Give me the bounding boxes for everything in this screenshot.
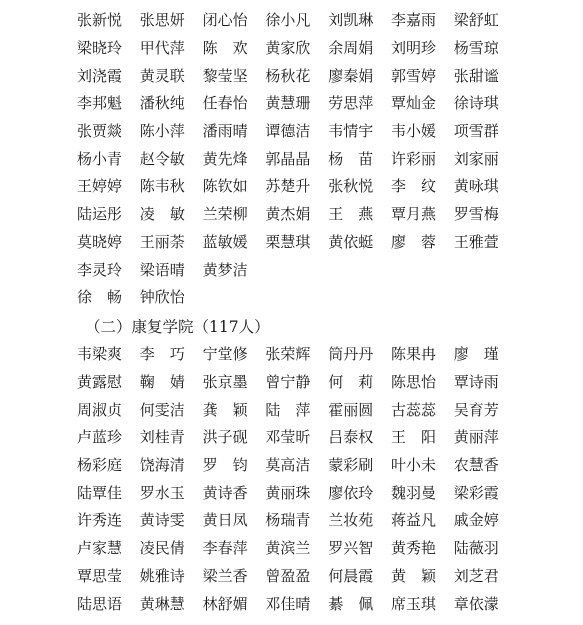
name-entry: 陈果冉 — [390, 345, 436, 364]
name-entry: 劳思萍 — [328, 94, 374, 113]
name-entry: 杨小青 — [77, 149, 123, 168]
name-entry: 陆覃佳 — [77, 483, 123, 502]
name-list-section-1 — [77, 6, 517, 311]
name-entry: 章依濛 — [453, 594, 499, 613]
name-entry: 杨 苗 — [328, 149, 374, 168]
name-entry: 何雯洁 — [139, 400, 185, 419]
name-row — [77, 283, 517, 311]
name-entry: 廖秦娟 — [328, 66, 374, 85]
name-entry: 梁彩霞 — [453, 483, 499, 502]
name-entry: 黄诗雯 — [139, 511, 185, 530]
name-entry: 何 莉 — [328, 373, 374, 392]
name-entry: 刘浇霞 — [77, 66, 123, 85]
name-entry: 陆运彤 — [77, 205, 123, 224]
name-entry: 蒋益凡 — [390, 511, 436, 530]
name-entry: 杨雪琼 — [453, 39, 499, 58]
name-entry: 梁兰香 — [202, 566, 248, 585]
name-entry: 凌 敏 — [139, 205, 185, 224]
name-entry: 霍丽圆 — [328, 400, 374, 419]
name-row — [77, 562, 517, 590]
name-entry: 吴育芳 — [453, 400, 499, 419]
name-entry: 农慧香 — [453, 456, 499, 475]
name-row — [77, 144, 517, 172]
name-entry: 陈钦如 — [202, 177, 248, 196]
name-entry: 古蕊蕊 — [390, 400, 436, 419]
name-entry: 綦 佩 — [328, 594, 374, 613]
name-entry: 刘桂青 — [139, 428, 185, 447]
name-entry: 覃月燕 — [390, 205, 436, 224]
name-entry: 徐小凡 — [265, 11, 311, 30]
name-entry: 戚金婷 — [453, 511, 499, 530]
name-entry: 李春萍 — [202, 539, 248, 558]
name-row — [77, 478, 517, 506]
name-entry: 张甜谧 — [453, 66, 499, 85]
name-entry: 陆思语 — [77, 594, 123, 613]
name-entry: 蓝敏媛 — [202, 232, 248, 251]
name-entry: 黄咏琪 — [453, 177, 499, 196]
name-entry: 黄杰娟 — [265, 205, 311, 224]
name-entry: 梁晓玲 — [77, 39, 123, 58]
name-row — [77, 506, 517, 534]
name-entry: 潘雨晴 — [202, 122, 248, 141]
name-entry: 杨秋花 — [265, 66, 311, 85]
name-entry: 黄丽珠 — [265, 483, 311, 502]
name-entry: 陈 欢 — [202, 39, 248, 58]
name-entry: 甲代萍 — [139, 39, 185, 58]
name-entry: 兰荣柳 — [202, 205, 248, 224]
name-entry: 闭心怡 — [202, 11, 248, 30]
name-list-section-2 — [77, 340, 517, 617]
name-entry: 兰妆苑 — [328, 511, 374, 530]
name-entry: 罗兴智 — [328, 539, 374, 558]
name-entry: 黄先烽 — [202, 149, 248, 168]
name-entry: 杨瑞青 — [265, 511, 311, 530]
name-entry: 刘凯琳 — [328, 11, 374, 30]
name-row — [77, 368, 517, 396]
name-entry: 谭德洁 — [265, 122, 311, 141]
name-row — [77, 6, 517, 34]
name-row — [77, 589, 517, 617]
name-entry: 许彩丽 — [390, 149, 436, 168]
name-entry: 廖依玲 — [328, 483, 374, 502]
name-row — [77, 534, 517, 562]
name-entry: 韦梁爽 — [77, 345, 123, 364]
name-entry: 卢蓝珍 — [77, 428, 123, 447]
name-row — [77, 89, 517, 117]
name-entry: 张京墨 — [202, 373, 248, 392]
name-entry: 罗雪梅 — [453, 205, 499, 224]
name-row — [77, 340, 517, 368]
name-entry: 苏楚升 — [265, 177, 311, 196]
name-entry: 周淑贞 — [77, 400, 123, 419]
name-entry: 黄家欣 — [265, 39, 311, 58]
name-entry: 蒙彩刷 — [328, 456, 374, 475]
name-entry: 罗 钧 — [202, 456, 248, 475]
name-entry: 陈小萍 — [139, 122, 185, 141]
name-entry: 龚 颖 — [202, 400, 248, 419]
name-entry: 郭晶晶 — [265, 149, 311, 168]
name-entry: 卢家慧 — [77, 539, 123, 558]
name-entry: 叶小未 — [390, 456, 436, 475]
name-entry: 徐 畅 — [77, 288, 123, 307]
name-entry: 李 纹 — [390, 177, 437, 196]
name-entry: 筒丹丹 — [328, 345, 374, 364]
name-entry: 项雪群 — [453, 122, 499, 141]
name-entry: 莫高洁 — [265, 456, 311, 475]
name-entry: 任春怡 — [202, 94, 248, 113]
name-entry: 黄梦洁 — [202, 260, 248, 279]
name-entry: 李嘉雨 — [390, 11, 436, 30]
name-entry: 黄琳慧 — [139, 594, 185, 613]
name-entry: 罗水玉 — [139, 483, 185, 502]
name-entry: 赵令敏 — [139, 149, 185, 168]
name-row — [77, 172, 517, 200]
name-entry: 梁语晴 — [139, 260, 185, 279]
name-entry: 陈思怡 — [390, 373, 436, 392]
name-entry: 黄滨兰 — [265, 539, 311, 558]
name-entry: 黄秀艳 — [390, 539, 436, 558]
name-entry: 钟欣怡 — [139, 288, 185, 307]
name-entry: 覃灿金 — [390, 94, 436, 113]
name-row — [77, 200, 517, 228]
name-entry: 魏羽曼 — [390, 483, 436, 502]
name-entry: 凌民倩 — [139, 539, 185, 558]
name-entry: 刘家丽 — [453, 149, 499, 168]
name-entry: 黄慧珊 — [265, 94, 311, 113]
name-entry: 廖 瑾 — [453, 345, 499, 364]
name-row — [77, 395, 517, 423]
name-entry: 林舒媚 — [202, 594, 248, 613]
name-entry: 徐诗琪 — [453, 94, 499, 113]
name-entry: 黄丽萍 — [453, 428, 499, 447]
name-entry: 吕泰权 — [328, 428, 374, 447]
name-entry: 陈韦秋 — [139, 177, 185, 196]
name-entry: 梁舒虹 — [453, 11, 499, 30]
name-entry: 余周娟 — [328, 39, 374, 58]
name-entry: 刘明珍 — [390, 39, 436, 58]
name-entry: 陆薇羽 — [453, 539, 499, 558]
name-entry: 杨彩庭 — [77, 456, 123, 475]
name-entry: 邓莹昕 — [265, 428, 311, 447]
name-entry: 覃思莹 — [77, 566, 123, 585]
name-entry: 覃诗雨 — [453, 373, 499, 392]
name-entry: 王 燕 — [328, 205, 374, 224]
name-entry: 黎莹坚 — [202, 66, 248, 85]
name-entry: 王丽荼 — [139, 232, 185, 251]
section-heading: （二）康复学院（117人） — [85, 318, 270, 336]
name-row — [77, 423, 517, 451]
name-row — [77, 34, 517, 62]
name-entry: 姚雅诗 — [139, 566, 185, 585]
name-entry: 何晨霞 — [328, 566, 374, 585]
name-entry: 曾宁静 — [265, 373, 311, 392]
name-entry: 刘芝君 — [453, 566, 499, 585]
name-entry: 黄灵联 — [139, 66, 185, 85]
name-entry: 陆 萍 — [265, 400, 311, 419]
name-entry: 席玉琪 — [390, 594, 436, 613]
name-entry: 黄日凤 — [202, 511, 248, 530]
name-entry: 李 巧 — [139, 345, 185, 364]
name-entry: 张秋悦 — [328, 177, 374, 196]
name-entry: 潘秋纯 — [139, 94, 185, 113]
name-entry: 韦小媛 — [390, 122, 436, 141]
name-entry: 洪子砚 — [202, 428, 248, 447]
name-entry: 邓佳晴 — [265, 594, 311, 613]
name-entry: 黄 颖 — [390, 566, 437, 585]
name-entry: 王 阳 — [390, 428, 437, 447]
name-entry: 李灵玲 — [77, 260, 123, 279]
name-row — [77, 61, 517, 89]
name-entry: 郭雪婷 — [390, 66, 436, 85]
name-entry: 廖 蓉 — [390, 232, 437, 251]
name-entry: 黄露慰 — [77, 373, 123, 392]
name-entry: 莫晓婷 — [77, 232, 123, 251]
name-entry: 栗慧琪 — [265, 232, 311, 251]
name-entry: 王雅萱 — [453, 232, 499, 251]
name-row — [77, 255, 517, 283]
name-entry: 鞠 婧 — [139, 373, 185, 392]
name-entry: 张思妍 — [139, 11, 185, 30]
name-entry: 许秀连 — [77, 511, 123, 530]
name-entry: 张新悦 — [77, 11, 123, 30]
name-entry: 王婷婷 — [77, 177, 123, 196]
name-entry: 宁堂修 — [202, 345, 248, 364]
name-entry: 黄诗香 — [202, 483, 248, 502]
name-row — [77, 117, 517, 145]
name-entry: 韦情宇 — [328, 122, 374, 141]
name-entry: 张贾燚 — [77, 122, 123, 141]
name-entry: 曾盈盈 — [265, 566, 311, 585]
name-entry: 饶海清 — [139, 456, 185, 475]
name-entry: 张荣辉 — [265, 345, 311, 364]
name-entry: 黄依蜓 — [328, 232, 374, 251]
name-row — [77, 451, 517, 479]
name-entry: 李邦魁 — [77, 94, 123, 113]
name-row — [77, 228, 517, 256]
